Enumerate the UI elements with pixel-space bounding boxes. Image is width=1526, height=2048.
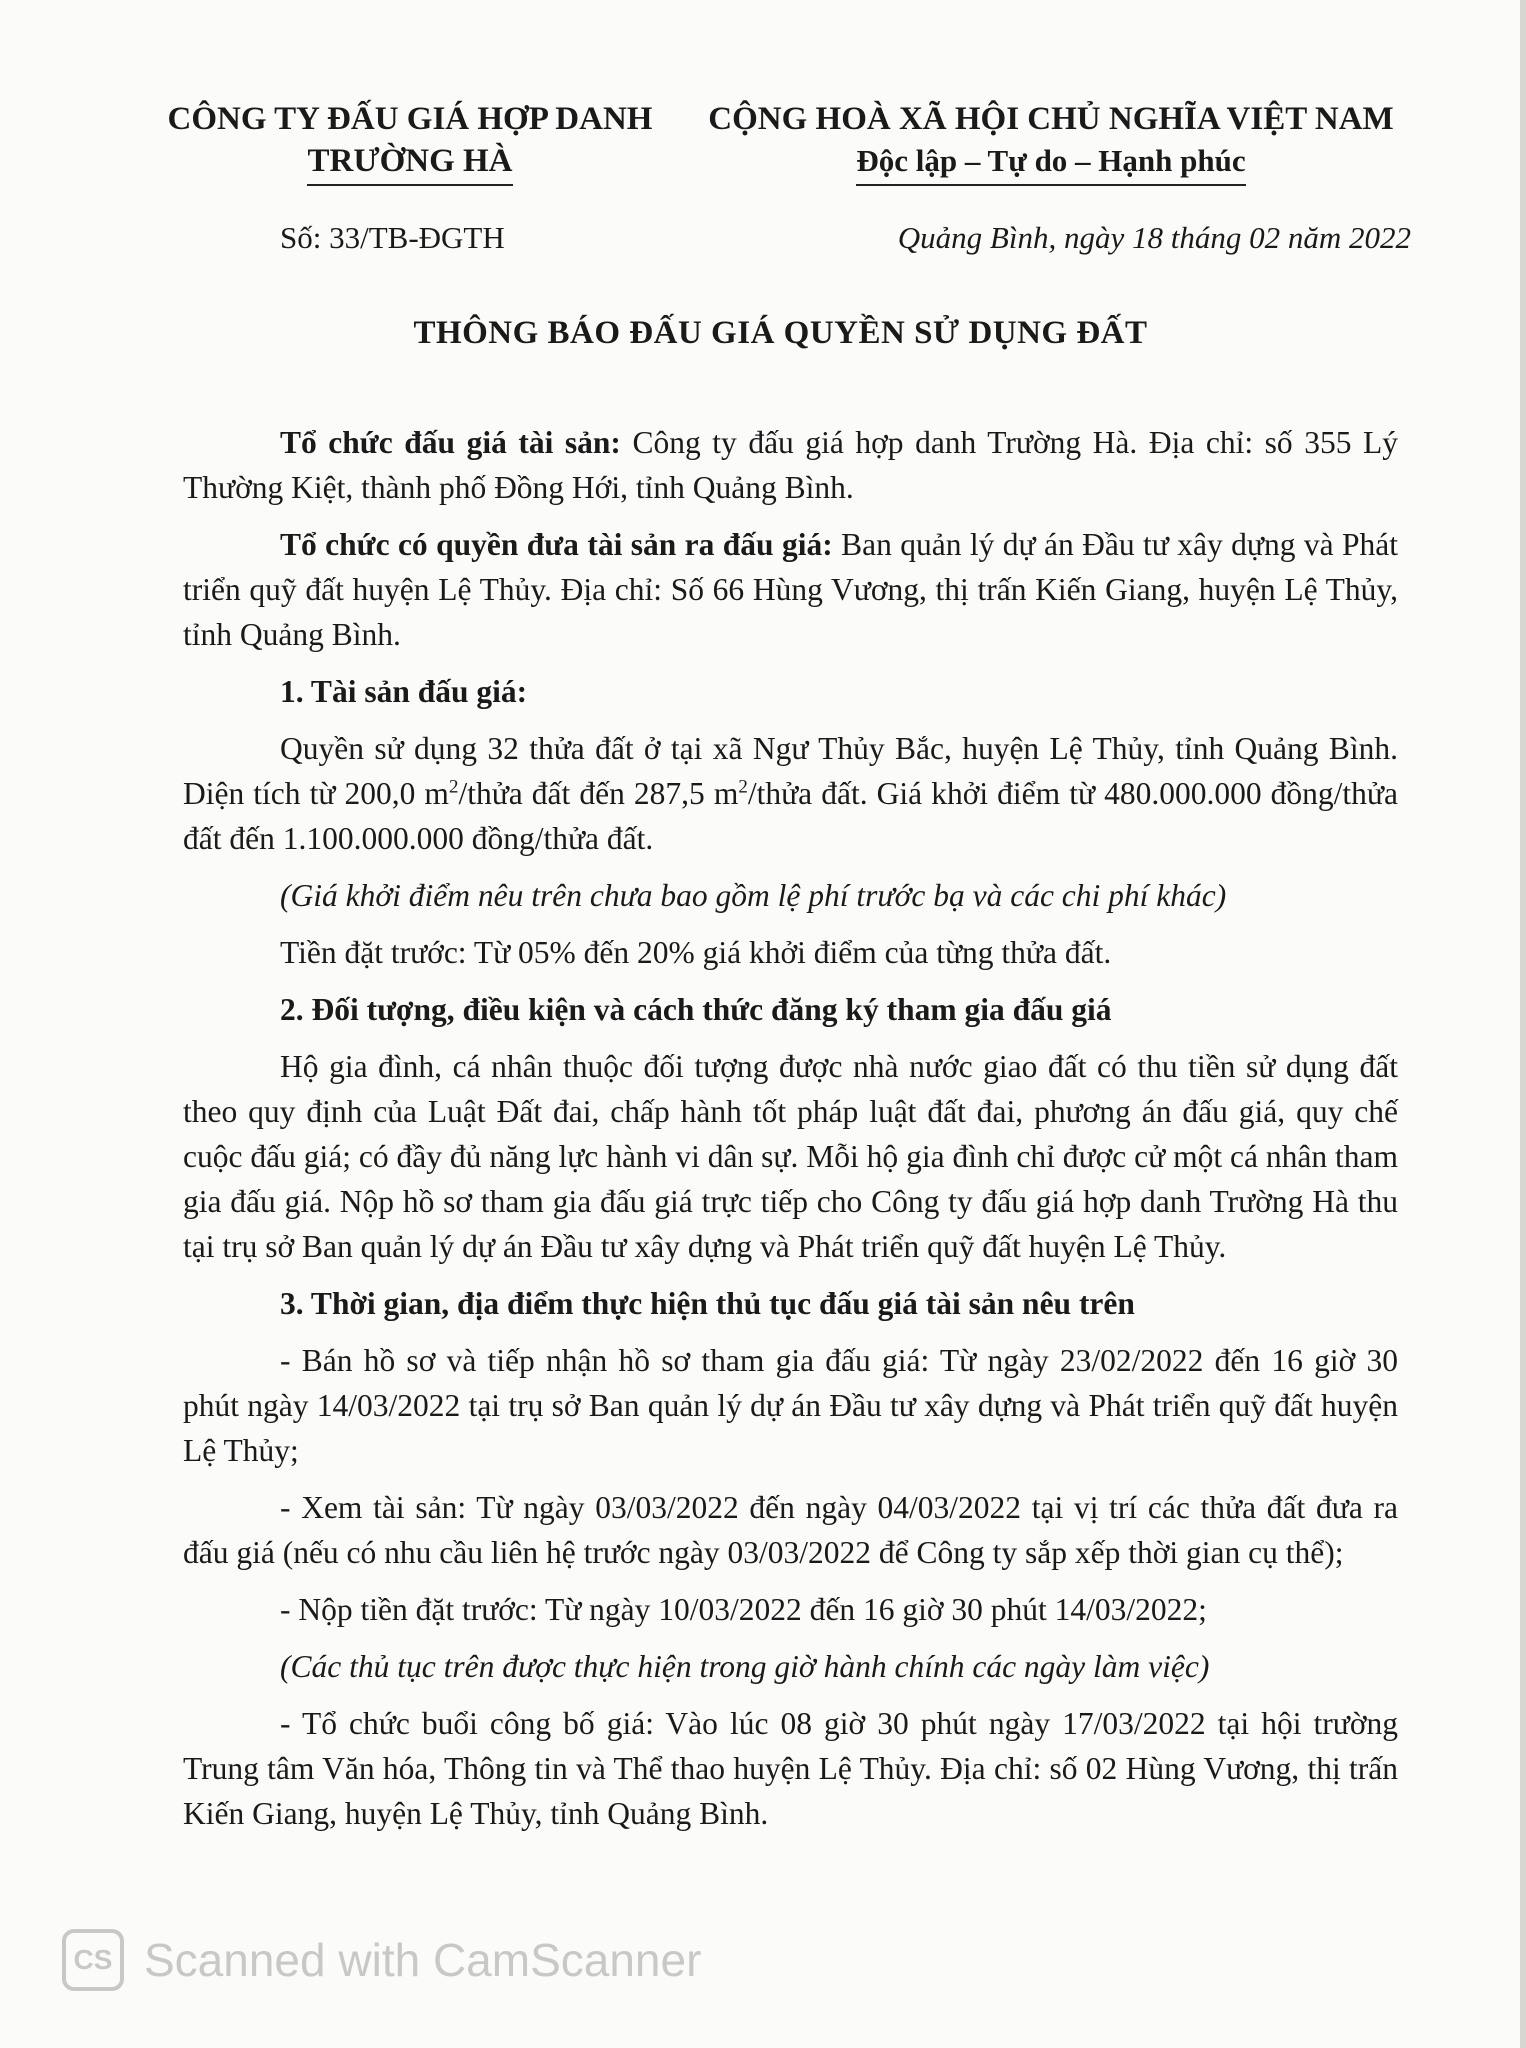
document-header bbox=[150, 98, 1411, 193]
organization-name-line2 bbox=[150, 140, 670, 186]
superscript-2: 2 bbox=[738, 776, 748, 798]
national-name: CỘNG HOÀ XÃ HỘI CHỦ NGHĨA VIỆT NAM bbox=[708, 101, 1394, 137]
reference-row bbox=[280, 220, 1411, 264]
price-note: (Giá khởi điểm nêu trên chưa bao gồm lệ phí trước bạ và các chi phí khác) bbox=[280, 878, 1227, 913]
eligibility-text: Hộ gia đình, cá nhân thuộc đối tượng được nhà nước giao đất có thu tiền sử dụng đất theo quy định của Luật Đất đai, chấp hành tốt pháp luật đất đai, phương án đấu giá, quy chế cuộc đấu giá; có đầy đủ năng lực hành vi dân sự. Mỗi hộ gia đình chỉ được cử một cá nhân tham gia đấu giá. Nộp hồ sơ tham gia đấu giá trực tiếp cho Công ty đấu giá hợp danh Trường Hà thu tại trụ sở Ban quản lý dự án Đầu tư xây dựng và Phát triển quỹ đất huyện Lệ Thủy. bbox=[183, 1049, 1398, 1264]
organization-name-line1: CÔNG TY ĐẤU GIÁ HỢP DANH bbox=[167, 101, 653, 137]
place-and-date: Quảng Bình, ngày 18 tháng 02 năm 2022 bbox=[897, 220, 1411, 255]
document-title: THÔNG BÁO ĐẤU GIÁ QUYỀN SỬ DỤNG ĐẤT bbox=[413, 315, 1148, 351]
document-body bbox=[183, 420, 1398, 1848]
section-2-heading: 2. Đối tượng, điều kiện và cách thức đăng ký tham gia đấu giá bbox=[280, 992, 1112, 1027]
owner-label: Tổ chức có quyền đưa tài sản ra đấu giá: bbox=[280, 527, 833, 562]
organizer-label: Tổ chức đấu giá tài sản: bbox=[280, 425, 621, 460]
watermark-text: Scanned with CamScanner bbox=[144, 1934, 702, 1986]
owner-paragraph bbox=[183, 522, 1398, 657]
superscript-2: 2 bbox=[448, 776, 459, 798]
asset-text-c: /thửa đất. Giá khởi điểm từ 480.000.000 đồng/thửa đất đến 1.100.000.000 đồng/thửa đất. bbox=[183, 776, 1398, 856]
page-edge bbox=[1520, 0, 1526, 2048]
working-hours-note: (Các thủ tục trên được thực hiện trong giờ hành chính các ngày làm việc) bbox=[280, 1649, 1210, 1684]
national-motto: Độc lập – Tự do – Hạnh phúc bbox=[856, 140, 1245, 186]
document-number: Số: 33/TB-ĐGTH bbox=[280, 220, 505, 255]
schedule-item-documents: - Bán hồ sơ và tiếp nhận hồ sơ tham gia đấu giá: Từ ngày 23/02/2022 đến 16 giờ 30 phút ngày 14/03/2022 tại trụ sở Ban quản lý dự án Đầu tư xây dựng và Phát triển quỹ đất huyện Lệ Thủy; bbox=[183, 1343, 1398, 1468]
section-1-heading: 1. Tài sản đấu giá: bbox=[280, 674, 528, 709]
organizer-text: Công ty đấu giá hợp danh Trường Hà. Địa chỉ: số 355 Lý Thường Kiệt, thành phố Đồng Hới, tỉnh Quảng Bình. bbox=[183, 425, 1398, 505]
owner-text: Ban quản lý dự án Đầu tư xây dựng và Phát triển quỹ đất huyện Lệ Thủy. Địa chỉ: Số 66 Hùng Vương, thị trấn Kiến Giang, huyện Lệ Thủy, tỉnh Quảng Bình. bbox=[183, 527, 1398, 652]
national-motto-line bbox=[691, 140, 1411, 186]
organization-block bbox=[150, 98, 670, 186]
asset-description bbox=[183, 726, 1398, 861]
schedule-item-viewing: - Xem tài sản: Từ ngày 03/03/2022 đến ngày 04/03/2022 tại vị trí các thửa đất đưa ra đấu giá (nếu có nhu cầu liên hệ trước ngày 03/03/2022 để Công ty sắp xếp thời gian cụ thể); bbox=[183, 1490, 1398, 1570]
camscanner-logo-icon: CS bbox=[62, 1929, 124, 1991]
asset-text-b: /thửa đất đến 287,5 m bbox=[458, 776, 739, 811]
section-3-heading: 3. Thời gian, địa điểm thực hiện thủ tục đấu giá tài sản nêu trên bbox=[280, 1286, 1135, 1321]
deposit-text: Tiền đặt trước: Từ 05% đến 20% giá khởi điểm của từng thửa đất. bbox=[280, 935, 1112, 970]
national-heading bbox=[691, 98, 1411, 186]
asset-text-a: Quyền sử dụng 32 thửa đất ở tại xã Ngư Thủy Bắc, huyện Lệ Thủy, tỉnh Quảng Bình. Diện tích từ 200,0 m bbox=[183, 731, 1398, 811]
organizer-paragraph bbox=[183, 420, 1398, 510]
camscanner-watermark bbox=[62, 1925, 701, 1995]
schedule-item-deposit: - Nộp tiền đặt trước: Từ ngày 10/03/2022 đến 16 giờ 30 phút 14/03/2022; bbox=[280, 1592, 1207, 1627]
schedule-item-announcement: - Tổ chức buổi công bố giá: Vào lúc 08 giờ 30 phút ngày 17/03/2022 tại hội trường Trung tâm Văn hóa, Thông tin và Thể thao huyện Lệ Thủy. Địa chỉ: số 02 Hùng Vương, thị trấn Kiến Giang, huyện Lệ Thủy, tỉnh Quảng Bình. bbox=[183, 1706, 1398, 1831]
organization-name-line2-text: TRƯỜNG HÀ bbox=[307, 140, 512, 186]
